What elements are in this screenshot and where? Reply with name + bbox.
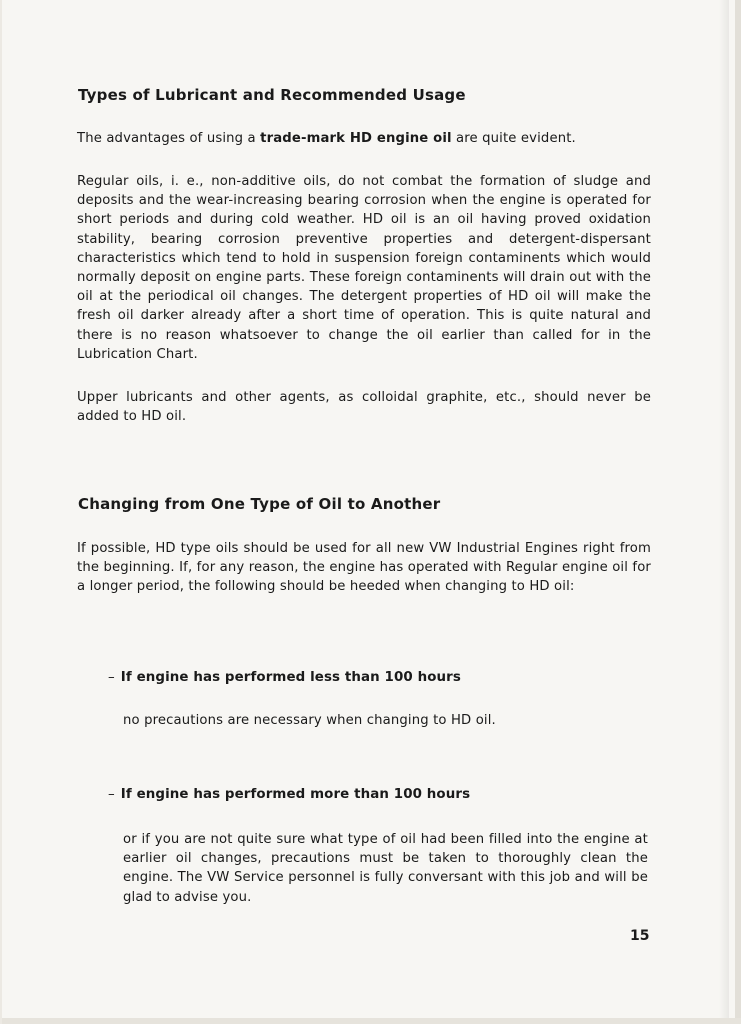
case-less-than-100-hours-text: no precautions are necessary when changing to HD oil. [123,713,496,728]
case-dash: – [108,787,115,802]
section-heading-changing-oil: Changing from One Type of Oil to Another [78,495,441,513]
case-dash: – [108,670,115,685]
case-more-than-100-hours-text: or if you are not quite sure what type of oil had been filled into the engine at earlier oil changes, precautions must be taken to thoroughly clean the engine. The VW Service personnel is fully conversant with this job and will be glad to advise you. [123,832,648,905]
case-title-text: If engine has performed less than 100 hours [120,670,461,685]
regular-oils-paragraph: Regular oils, i. e., non-additive oils, do not combat the formation of sludge and deposits and the wear-increasing bearing corrosion when the engine is operated for short periods and during cold weather. HD oil is an oil having proved oxidation stability, bearing corrosion preventive properties and detergent-dispersant characteristics which tend to hold in suspension foreign contaminents which would normally deposit on engine parts. These foreign contaminents will drain out with the oil at the periodical oil changes. The detergent properties of HD oil will make the fresh oil darker already after a short time of operation. This is quite natural and there is no reason whatsoever to change the oil earlier than called for in the Lubrication Chart. [77,174,651,362]
upper-lubricants-paragraph: Upper lubricants and other agents, as colloidal graphite, etc., should never be added to HD oil. [77,390,651,425]
case-less-than-100-hours-title [108,670,461,685]
changing-oil-paragraph: If possible, HD type oils should be used for all new VW Industrial Engines right from the beginning. If, for any reason, the engine has operated with Regular engine oil for a longer period, the following should be heeded when changing to HD oil: [77,541,651,595]
intro-text-after: are quite evident. [451,131,576,146]
page-bottom-edge [2,1018,741,1024]
case-title-text: If engine has performed more than 100 hours [120,787,471,802]
intro-paragraph [77,129,651,148]
intro-text-before: The advantages of using a [77,131,261,146]
intro-text-bold: trade-mark HD engine oil [260,131,452,146]
case-more-than-100-hours-title [108,787,470,802]
page-edge-shadow [719,0,729,1024]
section-heading-lubricant-types: Types of Lubricant and Recommended Usage [78,86,466,104]
page-number: 15 [630,928,650,944]
